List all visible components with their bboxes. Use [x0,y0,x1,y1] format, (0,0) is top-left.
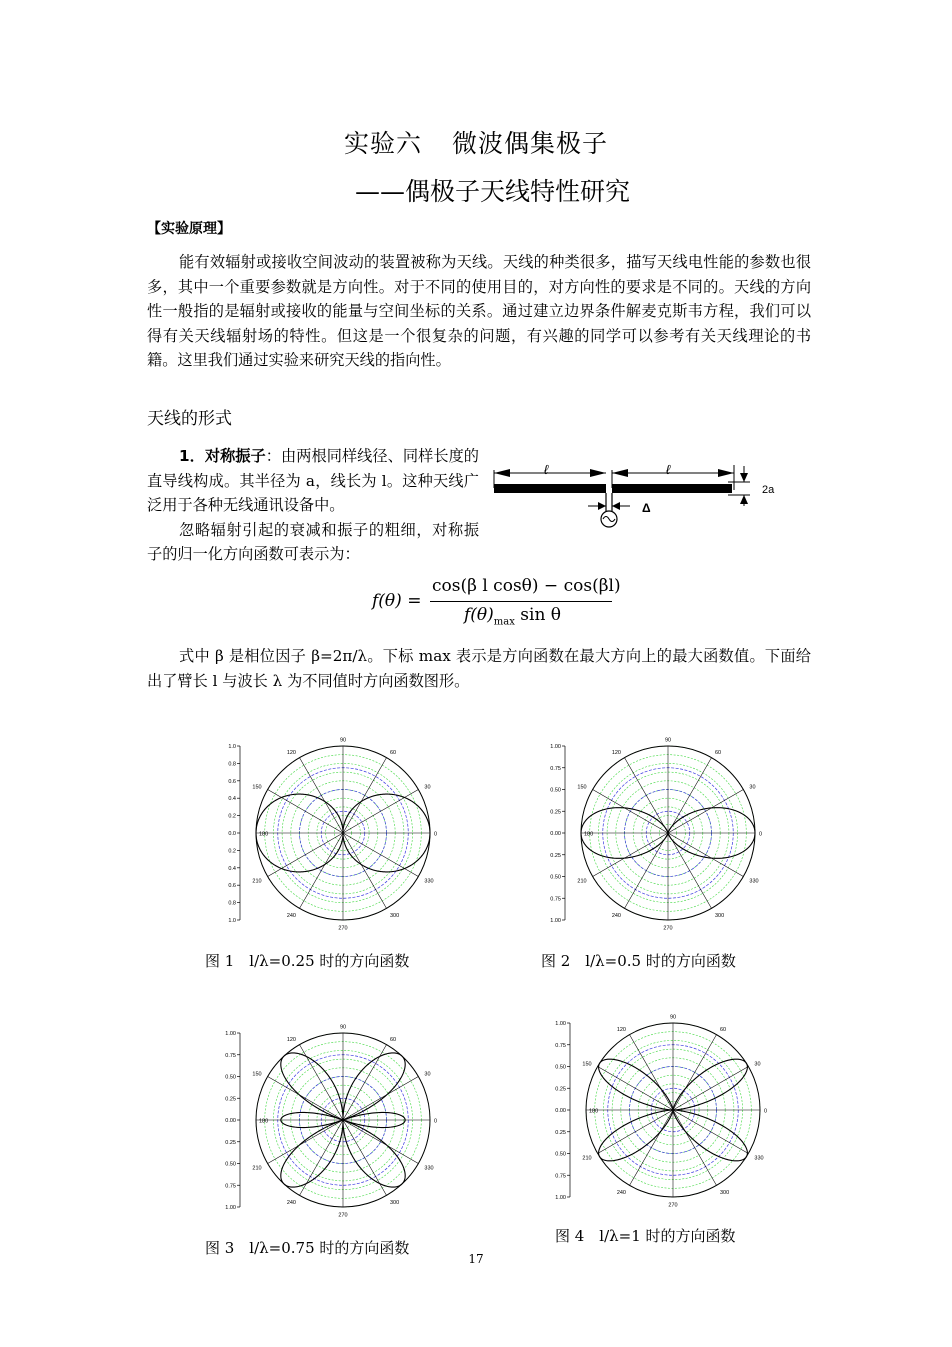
directivity-formula [372,574,621,634]
angle-label: 270 [338,1212,348,1219]
antenna-heading: 天线的形式 [147,409,232,429]
angle-label: 300 [390,912,400,919]
caption-2: 图 2 l/λ=0.5 时的方向函数 [541,952,736,970]
angle-label: 180 [584,831,594,838]
radial-tick-label: 0.75 [550,765,561,772]
intro-paragraph: 能有效辐射或接收空间波动的装置被称为天线。天线的种类很多，描写天线电性能的参数也很多，其中一个重要参数就是方向性。对于不同的使用目的，对方向性的要求是不同的。天线的方向性一般指的是辐射或接收的能量与空间坐标的关系。通过建立边界条件解麦克斯韦方程，我们可以得有关天线辐射场的特性。但这是一个很复杂的问题，有兴趣的同学可以参考有关天线理论的书籍。这里我们通过实验来研究天线的指向性。 [147,253,811,370]
angle-label: 240 [286,912,296,919]
angle-label: 150 [577,784,587,791]
angle-label: 180 [259,1118,269,1125]
title-part-1: 实验六 [343,129,422,158]
caption-3: 图 3 l/λ=0.75 时的方向函数 [205,1239,410,1257]
angle-label: 300 [715,912,725,919]
angle-label: 0 [434,1118,438,1125]
formula-lhs: f(θ) = [372,591,422,611]
radial-tick-label: 0.25 [550,852,561,859]
radial-tick-label: 0.6 [228,883,236,890]
radial-tick-label: 1.0 [228,918,236,924]
radial-tick-label: 0.25 [225,1139,236,1146]
angle-label: 240 [286,1199,296,1206]
angle-label: 300 [390,1199,400,1206]
page-number: 17 [468,1252,484,1266]
angle-label: 210 [577,878,587,885]
angle-label: 30 [749,784,756,791]
dipole-paragraph [147,444,479,567]
explanation-paragraph: 式中 β 是相位因子 β=2π/λ。下标 max 表示是方向函数在最大方向上的最大函数值。下面给出了臂长 l 与波长 λ 为不同值时方向函数图形。 [147,647,811,690]
formula-denominator-main: f(θ) [464,605,494,625]
angle-label: 150 [252,784,262,791]
angle-label: 330 [749,878,759,885]
radial-tick-label: 0.6 [228,778,236,785]
angle-label: 0 [759,831,763,838]
radial-tick-label: 0.50 [555,1064,566,1071]
radial-tick-label: 0.8 [228,900,236,907]
radial-tick-label: 0.00 [555,1108,566,1114]
radial-tick-label: 0.00 [225,1118,236,1124]
fraction-bar [430,601,612,602]
angle-label: 270 [338,925,348,932]
dipole-arm-right [612,484,732,493]
radial-tick-label: 0.75 [555,1173,566,1180]
radial-tick-label: 0.75 [555,1042,566,1049]
angle-label: 120 [286,1037,296,1044]
angle-label: 180 [259,831,269,838]
angle-label: 120 [611,750,621,757]
radial-tick-label: 0.50 [550,787,561,794]
angle-label: 120 [286,750,296,757]
formula-denominator [464,605,561,627]
dipole-label: 1．对称振子 [179,447,266,465]
angle-label: 0 [434,831,438,838]
angle-label: 210 [252,1165,262,1172]
radial-tick-label: 1.00 [225,1205,236,1211]
angle-label: 30 [424,1071,431,1078]
angle-label: 270 [668,1202,678,1209]
angle-label: 210 [582,1155,592,1162]
angle-label: 240 [616,1189,626,1196]
radial-tick-label: 0.25 [225,1096,236,1103]
angle-label: 150 [252,1071,262,1078]
angle-label: 90 [339,737,347,744]
dipole-diagram [488,460,788,535]
radial-tick-label: 1.0 [228,744,236,750]
radial-tick-label: 0.50 [555,1151,566,1158]
polar-chart-1 [210,728,460,938]
radial-tick-label: 0.25 [555,1129,566,1136]
radial-tick-label: 0.25 [550,809,561,816]
radial-tick-label: 1.00 [225,1031,236,1037]
gap-label: Δ [642,501,651,515]
angle-label: 30 [754,1061,761,1068]
angle-label: 120 [616,1027,626,1034]
radial-tick-label: 0.4 [228,796,236,803]
radial-tick-label: 0.25 [555,1086,566,1093]
angle-label: 30 [424,784,431,791]
radial-tick-label: 1.00 [555,1021,566,1027]
angle-label: 330 [424,1165,434,1172]
radial-tick-label: 1.00 [550,918,561,924]
angle-label: 0 [764,1108,768,1115]
caption-1: 图 1 l/λ=0.25 时的方向函数 [205,952,410,970]
formula-denominator-sub: max [493,616,515,628]
radial-tick-label: 0.75 [225,1052,236,1059]
section-heading: 【实验原理】 [147,221,231,237]
page-title [0,124,952,160]
length-label-left: ℓ [544,462,549,477]
radial-tick-label: 0.2 [228,848,236,855]
dipole-intro [147,444,479,518]
polar-chart-4 [540,1005,790,1215]
angle-label: 60 [390,750,397,757]
radial-tick-label: 1.00 [550,744,561,750]
dipole-description: ：由两根同样线径、同样长度的直导线构成。其半径为 a，线长为 l。这种天线广泛用于各种无线通讯设备中。 [147,447,479,515]
angle-label: 60 [720,1027,727,1034]
radial-tick-label: 0.75 [225,1183,236,1190]
formula-denominator-tail: sin θ [520,605,562,625]
angle-label: 330 [754,1155,764,1162]
title-part-2: 微波偶集极子 [452,129,609,158]
radial-tick-label: 0.8 [228,761,236,768]
radial-tick-label: 0.00 [550,831,561,837]
angle-label: 60 [715,750,722,757]
dipole-arm-left [494,484,606,493]
angle-label: 180 [589,1108,599,1115]
angle-label: 150 [582,1061,592,1068]
polar-chart-2 [535,728,785,938]
angle-label: 90 [669,1014,677,1021]
radius-label: 2a [762,484,775,496]
radial-tick-label: 0.50 [225,1074,236,1081]
radial-tick-label: 0.50 [550,874,561,881]
page-subtitle: ——偶极子天线特性研究 [355,177,631,206]
radial-tick-label: 0.50 [225,1161,236,1168]
angle-label: 240 [611,912,621,919]
radial-tick-label: 0.4 [228,865,236,872]
dipole-note: 忽略辐射引起的衰减和振子的粗细，对称振子的归一化方向函数可表示为： [147,520,479,564]
radial-tick-label: 0.75 [550,896,561,903]
length-label-right: ℓ [666,462,671,477]
angle-label: 330 [424,878,434,885]
radial-tick-label: 1.00 [555,1195,566,1201]
angle-label: 60 [390,1037,397,1044]
radial-tick-label: 0.0 [228,831,236,837]
angle-label: 90 [339,1024,347,1031]
polar-chart-3 [210,1015,460,1225]
angle-label: 270 [663,925,673,932]
angle-label: 210 [252,878,262,885]
radial-tick-label: 0.2 [228,813,236,820]
caption-4: 图 4 l/λ=1 时的方向函数 [555,1227,736,1245]
angle-label: 90 [664,737,672,744]
angle-label: 300 [720,1189,730,1196]
formula-numerator: cos(β l cosθ) − cos(βl) [432,576,621,596]
